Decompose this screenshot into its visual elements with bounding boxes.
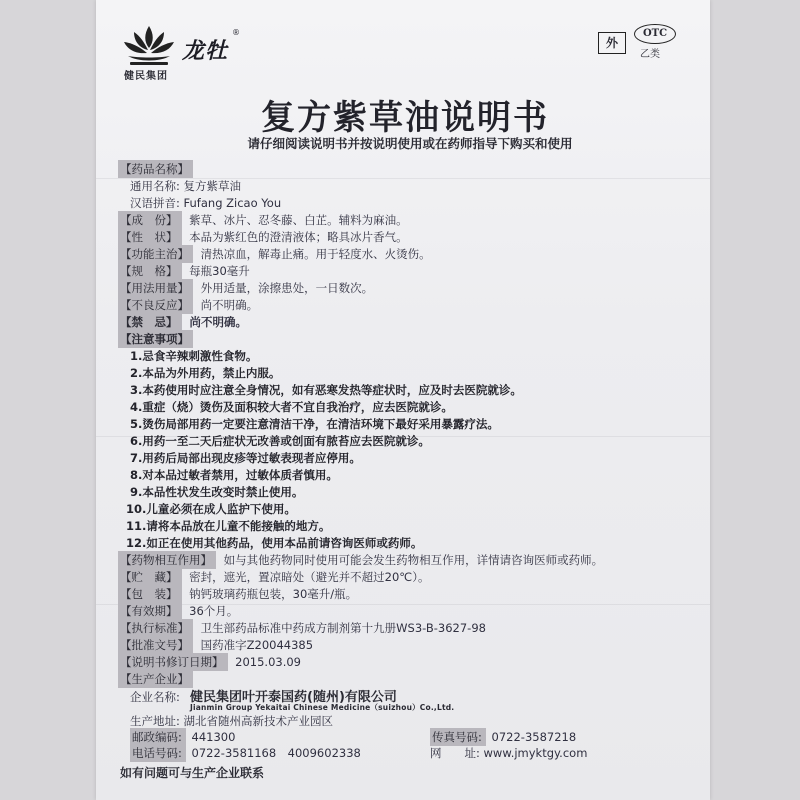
company-name-cn: 健民集团叶开泰国药(随州)有限公司: [190, 690, 397, 705]
field-dosage: [118, 279, 373, 297]
group-name: 健民集团: [124, 71, 168, 82]
precaution-item: 5.烫伤局部用药一定要注意清洁干净，在清洁环境下最好采用暴露疗法。: [130, 417, 499, 431]
field-value: 尚不明确。: [200, 298, 259, 312]
field-label: 生产地址:: [130, 714, 180, 728]
brand-name: 龙牡: [182, 38, 229, 64]
field-value: 如与其他药物同时使用可能会发生药物相互作用，详情请咨询医师或药师。: [223, 553, 604, 567]
precaution-item: 9.本品性状发生改变时禁止使用。: [130, 485, 304, 499]
field-value: 36个月。: [189, 604, 239, 618]
otc-badge: OTC: [634, 24, 676, 44]
field-label: 【禁 忌】: [118, 313, 182, 331]
precaution-item: 7.用药后局部出现皮疹等过敏表现者应停用。: [130, 451, 361, 465]
field-label: 【药品名称】: [118, 160, 193, 178]
field-label: 企业名称:: [130, 690, 180, 704]
field-precautions-heading: [118, 330, 197, 348]
field-label: 通用名称:: [130, 179, 180, 193]
field-value: 卫生部药品标准中药成方制剂第十九册WS3-B-3627-98: [200, 621, 486, 635]
field-label: 【执行标准】: [118, 619, 193, 637]
footer-contact-note: 如有问题可与生产企业联系: [120, 766, 265, 780]
precaution-item: 4.重症（烧）烫伤及面积较大者不宜自我治疗，应去医院就诊。: [130, 400, 453, 414]
field-generic-name: [130, 177, 241, 195]
precaution-item: 6.用药一至二天后症状无改善或创面有脓苔应去医院就诊。: [130, 434, 430, 448]
field-label: 【成 份】: [118, 211, 182, 229]
field-label: 【用法用量】: [118, 279, 193, 297]
field-value: 0722-3581168 4009602338: [191, 746, 361, 760]
field-drug-name-heading: [118, 160, 197, 178]
field-value: 每瓶30毫升: [189, 264, 250, 278]
field-ingredients: [118, 211, 408, 229]
field-value: 外用适量，涂擦患处，一日数次。: [200, 281, 374, 295]
otc-class-label: 乙类: [640, 49, 660, 60]
field-revision-date: [118, 653, 301, 671]
field-label: 网 址:: [430, 746, 480, 760]
field-adverse-reactions: [118, 296, 258, 314]
field-value: 0722-3587218: [491, 730, 577, 744]
field-specification: [118, 262, 250, 280]
company-name-en: Jianmin Group Yekaitai Chinese Medicine（suizhou）Co.,Ltd.: [190, 703, 455, 712]
precaution-item: 10.儿童必须在成人监护下使用。: [126, 502, 296, 516]
field-storage: [118, 568, 429, 586]
company-phone: [130, 744, 361, 762]
lotus-logo-icon: [120, 22, 178, 70]
field-value: 复方紫草油: [183, 179, 242, 193]
field-label: 【规 格】: [118, 262, 182, 280]
field-label: 【批准文号】: [118, 636, 193, 654]
precaution-item: 11.请将本品放在儿童不能接触的地方。: [126, 519, 331, 533]
field-label: 传真号码:: [430, 728, 486, 746]
field-value: 清热凉血，解毒止痛。用于轻度水、火烫伤。: [200, 247, 431, 261]
external-use-badge: 外: [598, 32, 626, 54]
company-website: [430, 744, 587, 762]
field-label: 【性 状】: [118, 228, 182, 246]
precaution-item: 2.本品为外用药，禁止内服。: [130, 366, 281, 380]
field-value: 密封，遮光，置凉暗处（避光并不超过20℃）。: [189, 570, 430, 584]
field-label: 【注意事项】: [118, 330, 193, 348]
field-label: 【药物相互作用】: [118, 551, 216, 569]
field-value: 紫草、冰片、忍冬藤、白芷。辅料为麻油。: [189, 213, 408, 227]
field-value: www.jmyktgy.com: [483, 746, 588, 760]
field-value: Fufang Zicao You: [183, 196, 282, 210]
field-contraindications: [118, 313, 247, 331]
field-value: 2015.03.09: [235, 655, 302, 669]
field-value: 441300: [191, 730, 236, 744]
field-label: 电话号码:: [130, 744, 186, 762]
field-label: 【不良反应】: [118, 296, 193, 314]
field-label: 【有效期】: [118, 602, 182, 620]
precaution-item: 8.对本品过敏者禁用，过敏体质者慎用。: [130, 468, 338, 482]
field-label: 【包 装】: [118, 585, 182, 603]
field-label: 【说明书修订日期】: [118, 653, 228, 671]
registered-mark: ®: [232, 28, 240, 37]
field-interactions: [118, 551, 603, 569]
field-value: 钠钙玻璃药瓶包装，30毫升/瓶。: [189, 587, 358, 601]
field-standard: [118, 619, 486, 637]
field-value: 尚不明确。: [189, 315, 248, 329]
field-value: 本品为紫红色的澄清液体；略具冰片香气。: [189, 230, 408, 244]
field-label: 【生产企业】: [118, 670, 193, 688]
document-subtitle: 请仔细阅读说明书并按说明使用或在药师指导下购买和使用: [247, 136, 573, 151]
company-name-row: [130, 688, 180, 706]
field-approval-number: [118, 636, 313, 654]
field-value: 湖北省随州高新技术产业园区: [183, 714, 334, 728]
precaution-item: 1.忌食辛辣刺激性食物。: [130, 349, 258, 363]
field-indications: [118, 245, 431, 263]
field-manufacturer-heading: [118, 670, 197, 688]
field-shelf-life: [118, 602, 238, 620]
field-packaging: [118, 585, 357, 603]
field-appearance: [118, 228, 408, 246]
field-value: 国药准字Z20044385: [200, 638, 314, 652]
document-title: 复方紫草油说明书: [261, 98, 549, 138]
field-label: 汉语拼音:: [130, 196, 180, 210]
field-label: 邮政编码:: [130, 728, 186, 746]
precaution-item: 12.如正在使用其他药品，使用本品前请咨询医师或药师。: [126, 536, 423, 550]
precaution-item: 3.本药使用时应注意全身情况，如有恶寒发热等症状时，应及时去医院就诊。: [130, 383, 522, 397]
field-label: 【功能主治】: [118, 245, 193, 263]
field-pinyin: [130, 194, 281, 212]
field-label: 【贮 藏】: [118, 568, 182, 586]
